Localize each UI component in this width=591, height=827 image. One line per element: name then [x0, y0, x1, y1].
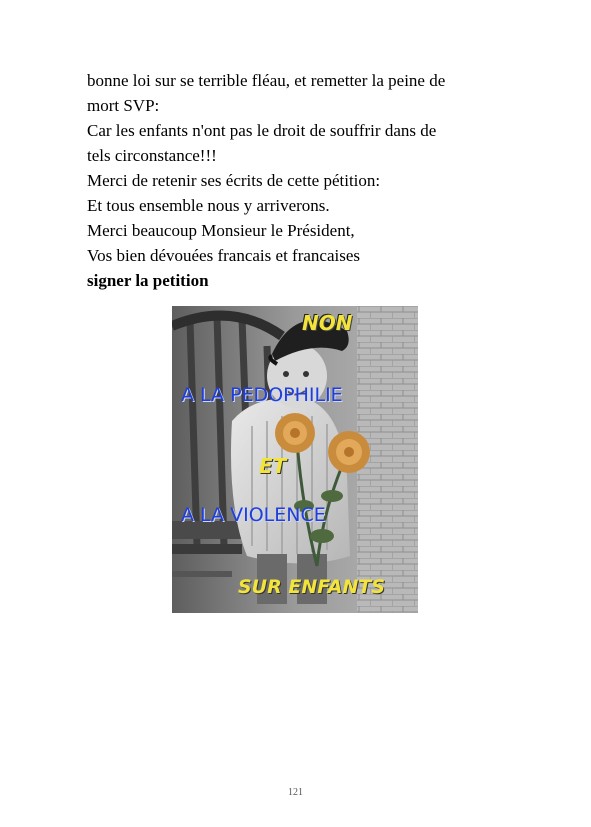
- poster-title-non: NON: [302, 311, 353, 335]
- body-line: mort SVP:: [87, 96, 160, 115]
- body-line: Vos bien dévouées francais et francaises: [87, 246, 360, 265]
- body-line: Merci beaucoup Monsieur le Président,: [87, 221, 355, 240]
- body-line: Et tous ensemble nous y arriverons.: [87, 196, 330, 215]
- petition-poster-image: [172, 306, 418, 613]
- poster-text-violence: A LA VIOLENCE: [181, 504, 326, 526]
- sign-petition-link[interactable]: signer la petition: [87, 271, 209, 290]
- body-line: Car les enfants n'ont pas le droit de souffrir dans de: [87, 121, 437, 140]
- body-line: Merci de retenir ses écrits de cette pétition:: [87, 171, 381, 190]
- poster-photo: [172, 306, 418, 613]
- poster-text-et: ET: [259, 454, 287, 478]
- body-line: tels circonstance!!!: [87, 146, 217, 165]
- poster-text-pedophilie: A LA PEDOPHILIE: [181, 384, 343, 406]
- page-number: 121: [288, 787, 303, 798]
- document-body: [87, 68, 503, 293]
- poster-text-sur-enfants: SUR ENFANTS: [238, 576, 386, 598]
- body-line: bonne loi sur se terrible fléau, et remetter la peine de: [87, 71, 446, 90]
